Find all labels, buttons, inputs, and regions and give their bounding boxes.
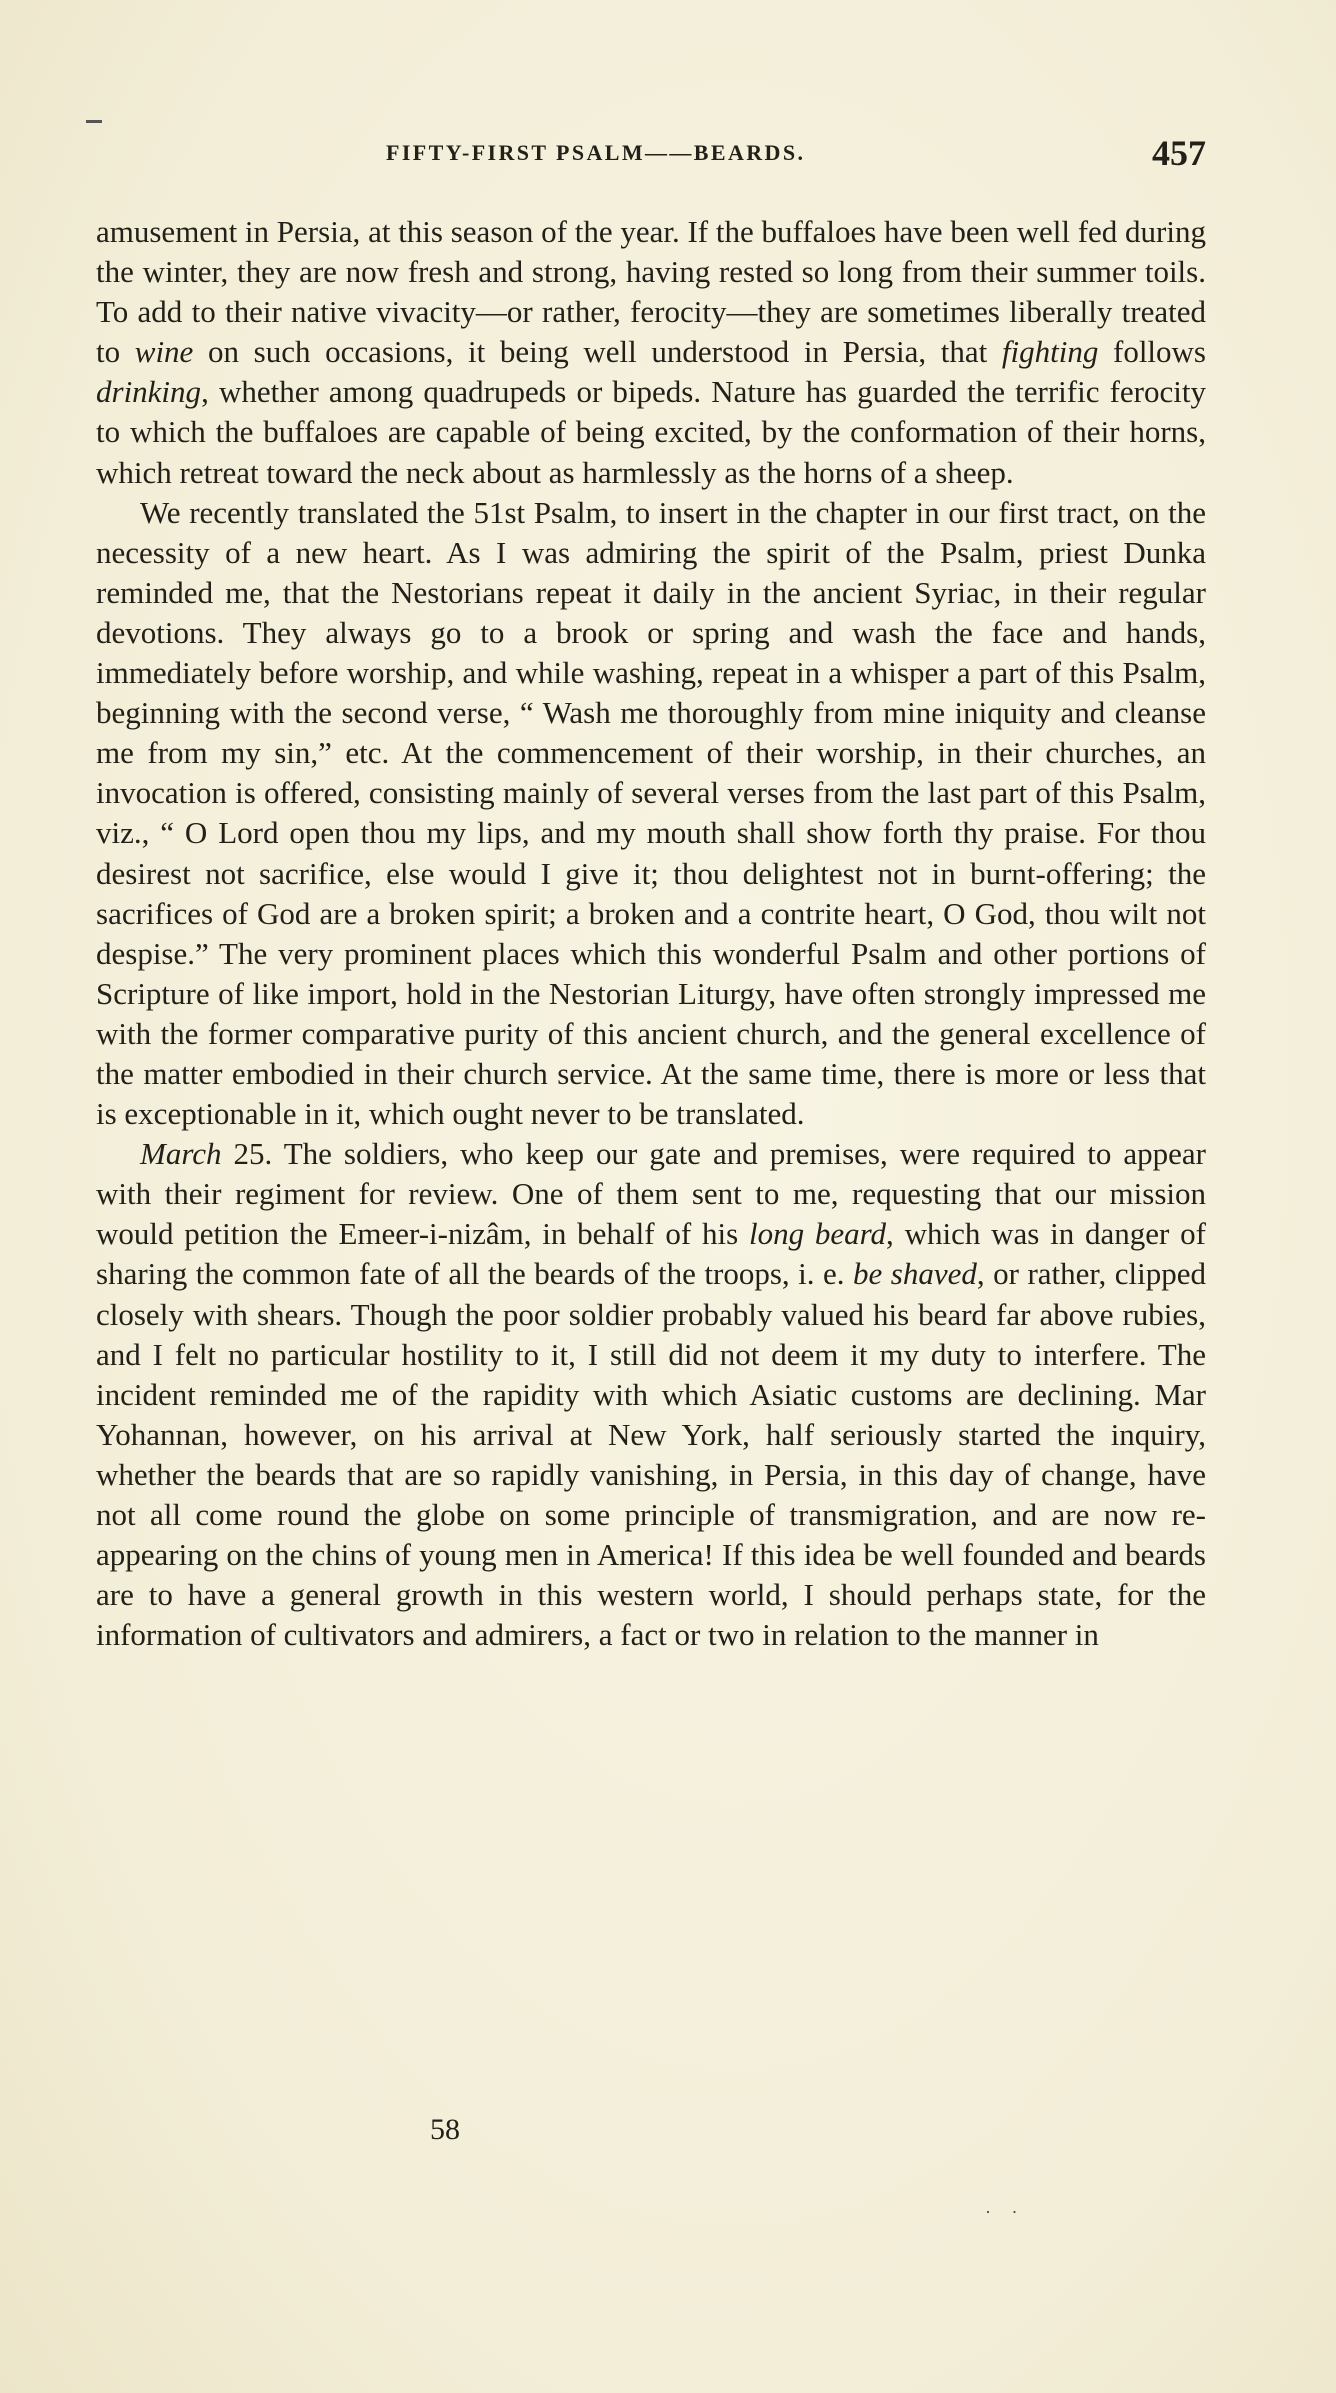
- paragraph-march-25: March 25. The soldiers, who keep our gate and premises, were required to appear with their regiment for review. One of them sent to me, requesting that our mission would petition the Emeer-i-nizâm, in behalf of his long beard, which was in danger of sharing the common fate of all the beards of the troops, i. e. be shaved, or rather, clipped closely with shears. Though the poor soldier probably valued his beard far above rubies, and I felt no particular hostility to it, I still did not deem it my duty to interfere. The incident reminded me of the rapidity with which Asiatic customs are declining. Mar Yohannan, however, on his arrival at New York, half seriously started the inquiry, whether the beards that are so rapidly vanishing, in Persia, in this day of change, have not all come round the globe on some principle of transmigration, and are now re-appearing on the chins of young men in America! If this idea be well founded and beards are to have a general growth in this western world, I should perhaps state, for the information of cultivators and admirers, a fact or two in relation to the manner in: [96, 1136, 1207, 1653]
- page-number: 457: [1152, 133, 1206, 173]
- running-title: FIFTY-FIRST PSALM——BEARDS.: [386, 140, 806, 165]
- page-header: [96, 132, 1206, 176]
- ink-specks: · ·: [985, 2202, 1026, 2222]
- body-text: [96, 212, 1206, 1655]
- paragraph-buffaloes: amusement in Persia, at this season of the year. If the buffaloes have been well fed during the winter, they are now fresh and strong, having rested so long from their summer toils. To add to their native vivacity—or rather, ferocity—they are sometimes liberally treated to wine on such occasions, it being well understood in Persia, that fighting follows drinking, whether among quadrupeds or bipeds. Nature has guarded the terrific ferocity to which the buffaloes are capable of being excited, by the conformation of their horns, which retreat toward the neck about as harmlessly as the horns of a sheep.: [96, 214, 1206, 490]
- signature-mark: 58: [430, 2113, 460, 2146]
- margin-mark: [86, 120, 102, 123]
- date-label: March: [140, 1136, 222, 1172]
- paragraph-psalm: We recently translated the 51st Psalm, to insert in the chapter in our first tract, on the necessity of a new heart. As I was admiring the spirit of the Psalm, priest Dunka reminded me, that the Nestorians repeat it daily in the ancient Syriac, in their regular devotions. They always go to a brook or spring and wash the face and hands, immediately before worship, and while washing, repeat in a whisper a part of this Psalm, beginning with the second verse, “ Wash me thoroughly from mine iniquity and cleanse me from my sin,” etc. At the commencement of their worship, in their churches, an invocation is offered, consisting mainly of several verses from the last part of this Psalm, viz., “ O Lord open thou my lips, and my mouth shall show forth thy praise. For thou desirest not sacrifice, else would I give it; thou delightest not in burnt-offering; the sacrifices of God are a broken spirit; a broken and a contrite heart, O God, thou wilt not despise.” The very prominent places which this wonderful Psalm and other portions of Scripture of like import, hold in the Nestorian Liturgy, have often strongly impressed me with the former comparative purity of this ancient church, and the general excellence of the matter embodied in their church service. At the same time, there is more or less that is exceptionable in it, which ought never to be translated.: [96, 494, 1206, 1132]
